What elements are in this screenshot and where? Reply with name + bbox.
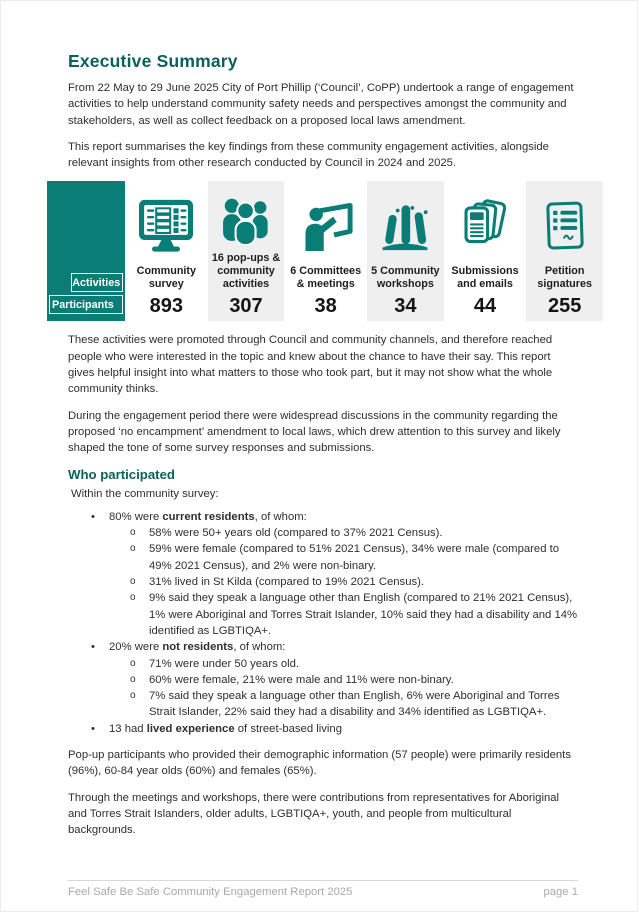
list-item-text: 13 had lived experience of street-based living	[109, 722, 343, 735]
infographic-column-popups	[208, 181, 285, 321]
list-item-text: 80% were current residents, of whom:	[109, 510, 307, 523]
list-item	[68, 639, 578, 655]
infographic-column-community-survey	[128, 181, 205, 321]
column-value: 307	[229, 295, 263, 318]
icon-zone	[209, 187, 284, 252]
column-label: 16 pop-ups & community activities	[211, 252, 281, 290]
list-subitem-text: 58% were 50+ years old (compared to 37% 2021 Census).	[149, 527, 443, 540]
petition-icon	[543, 199, 587, 253]
participation-list	[68, 509, 578, 737]
people-group-icon	[218, 195, 274, 245]
closing-paragraph-1: Pop-up participants who provided their demographic information (57 people) were primarily residents (96%), 60-84 year olds (60%) and females (65%).	[68, 749, 571, 778]
column-value: 255	[548, 295, 582, 318]
column-value: 34	[394, 295, 417, 318]
footer-page-number: page 1	[543, 886, 578, 898]
section-heading-who-participated: Who participated	[68, 466, 175, 482]
icon-zone	[448, 187, 523, 264]
page-footer	[68, 880, 578, 898]
documents-stack-icon	[460, 199, 510, 253]
column-label: 6 Committees & meetings	[290, 264, 362, 290]
list-subitem	[68, 672, 578, 688]
column-label: 5 Community workshops	[371, 264, 440, 290]
list-subitem	[68, 688, 578, 721]
infographic-row-headers	[47, 181, 125, 321]
list-item	[68, 509, 578, 525]
list-subitem	[68, 574, 578, 590]
icon-zone	[129, 187, 204, 264]
column-label: Submissions and emails	[451, 264, 519, 290]
list-subitem-text: 31% lived in St Kilda (compared to 19% 2021 Census).	[149, 576, 425, 589]
raised-hands-icon	[377, 201, 433, 251]
column-value: 893	[149, 295, 184, 318]
participants-row-label: Participants	[49, 295, 123, 314]
list-subitem-text: 60% were female, 21% were male and 11% were non-binary.	[149, 673, 454, 686]
list-subitem	[68, 590, 578, 639]
infographic-column-workshops	[367, 181, 444, 321]
closing-paragraph-2: Through the meetings and workshops, there were contributions from representatives for Aboriginal and Torres Strait Islanders, older adults, LGBTIQA+, youth, and people from multicultural backgrounds.	[68, 791, 560, 837]
infographic-column-submissions	[447, 181, 524, 321]
column-value: 38	[314, 295, 337, 318]
intro-paragraph-1: From 22 May to 29 June 2025 City of Port Phillip (‘Council’, CoPP) undertook a range of engagement activities to help understand community safety needs and perspectives amongst the community and stakeholders, as well as collect feedback on a proposed local laws amendment.	[68, 82, 574, 127]
column-label: Petition signatures	[537, 264, 592, 290]
list-item	[68, 721, 578, 737]
list-subitem-text: 59% were female (compared to 51% 2021 Census), 34% were male (compared to 49% 2021 Census), and 2% were non-binary.	[149, 543, 560, 572]
infographic-column-petition	[526, 181, 603, 321]
body-paragraph-2: During the engagement period there were widespread discussions in the community regarding the proposed ‘no encampment’ amendment to local laws, which drew attention to this survey and likely shaped the tone of some survey responses and submissions.	[68, 409, 561, 455]
list-subitem-text: 7% said they speak a language other than English, 6% were Aboriginal and Torres Strait Islander, 22% said they had a disability and 34% identified as LGBTIQA+.	[149, 690, 560, 719]
engagement-activities-infographic	[47, 181, 603, 321]
list-item-text: 20% were not residents, of whom:	[109, 641, 286, 654]
body-paragraph-1: These activities were promoted through Council and community channels, and therefore reached people who were interested in the topic and knew about the chance to have their say. This report gives helpful insight into what matters to those who took part, but it may not show what the whole community thinks.	[68, 334, 553, 396]
list-subitem-text: 9% said they speak a language other than English (compared to 21% 2021 Census), 1% were Aboriginal and Torres Strait Islander, 10% said they had a disability and 14% identified as LGBTIQA+.	[149, 592, 578, 637]
page-title: Executive Summary	[68, 51, 238, 71]
icon-zone	[288, 187, 363, 264]
list-subitem	[68, 525, 578, 541]
intro-paragraph-2: This report summarises the key findings from these community engagement activities, alongside relevant insights from other research conducted by Council in 2024 and 2025.	[68, 140, 549, 170]
survey-monitor-icon	[136, 199, 196, 253]
infographic-column-committees	[287, 181, 364, 321]
column-label: Community survey	[136, 264, 197, 290]
page-content	[1, 1, 637, 839]
list-subitem-text: 71% were under 50 years old.	[149, 657, 300, 670]
list-subitem	[68, 541, 578, 574]
footer-report-title: Feel Safe Be Safe Community Engagement Report 2025	[68, 886, 353, 898]
icon-zone	[527, 187, 602, 264]
activities-row-label: Activities	[71, 273, 123, 292]
survey-intro-line: Within the community survey:	[71, 487, 219, 500]
presenter-icon	[297, 201, 355, 251]
list-subitem	[68, 656, 578, 672]
column-value: 44	[473, 295, 497, 318]
icon-zone	[368, 187, 443, 264]
